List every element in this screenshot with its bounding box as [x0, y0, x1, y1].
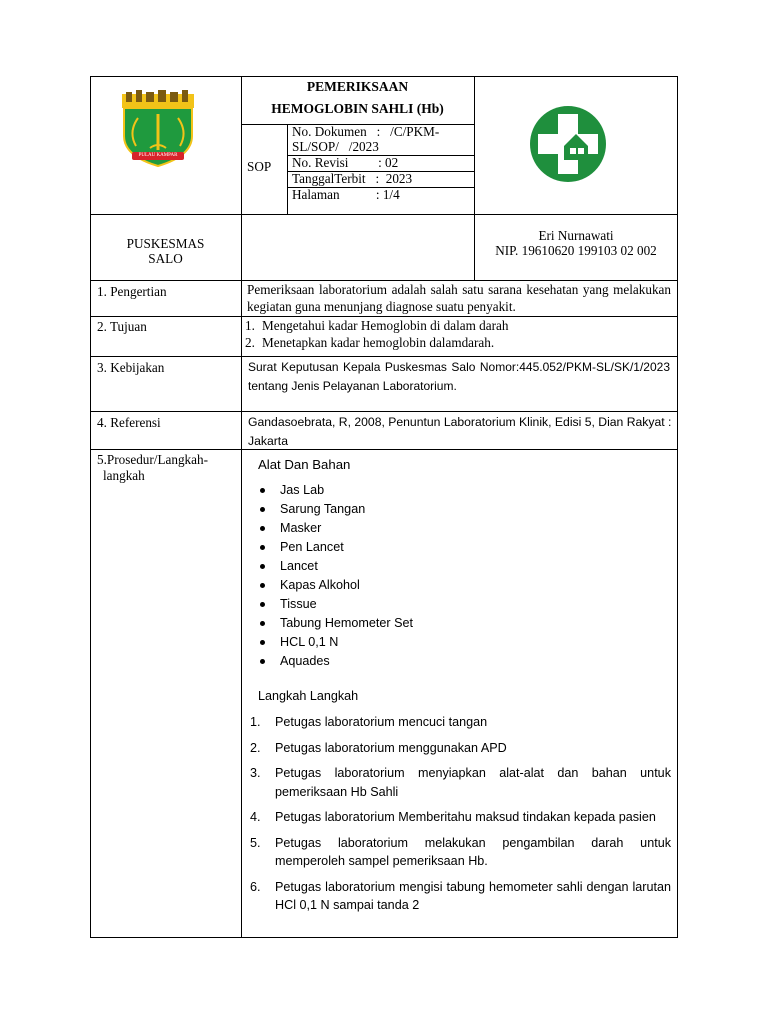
list-item: HCL 0,1 N: [255, 633, 655, 652]
list-item: 3. Petugas laboratorium menyiapkan alat-alat dan bahan untuk pemeriksaan Hb Sahli: [250, 766, 671, 799]
list-item: Lancet: [255, 557, 655, 576]
list-item: Kapas Alkohol: [255, 576, 655, 595]
bullet-icon: [260, 640, 265, 645]
revision-field: No. Revisi : 02: [292, 155, 399, 170]
document-title-line2: HEMOGLOBIN SAHLI (Hb): [271, 101, 444, 116]
list-item: Tissue: [255, 595, 655, 614]
divider: [241, 76, 242, 938]
doc-number-field-cont: SL/SOP/ /2023: [292, 139, 379, 154]
section-label-kebijakan: 3. Kebijakan: [97, 360, 165, 375]
section-text-pengertian: Pemeriksaan laboratorium adalah salah satu sarana kesehatan yang melakukan kegiatan guna menunjang diagnose suatu penyakit.: [247, 282, 671, 314]
tujuan-item: 2. Menetapkan kadar hemoglobin dalamdarah.: [245, 335, 495, 350]
doc-number-field: No. Dokumen : /C/PKM-: [292, 124, 440, 139]
divider: [287, 124, 288, 214]
section-label-prosedur: [97, 452, 208, 483]
list-item: Masker: [255, 519, 655, 538]
steps-heading: Langkah Langkah: [258, 689, 359, 703]
section-label-pengertian: 1. Pengertian: [97, 284, 167, 299]
list-item: 1. Petugas laboratorium mencuci tangan: [250, 715, 488, 729]
divider: [90, 411, 678, 412]
page-field: Halaman : 1/4: [292, 187, 400, 202]
document-title-line1: PEMERIKSAAN: [306, 79, 409, 94]
tools-heading: Alat Dan Bahan: [258, 457, 351, 472]
signer-nip: NIP. 19610620 199103 02 002: [495, 243, 657, 258]
organization-name: [90, 236, 241, 266]
tujuan-item: 1. Mengetahui kadar Hemoglobin di dalam darah: [245, 318, 509, 333]
section-label-tujuan: 2. Tujuan: [97, 319, 147, 334]
puskesmas-logo: [528, 104, 608, 184]
district-logo-banner: PULAU KAMPAR: [138, 153, 178, 158]
list-item: 4. Petugas laboratorium Memberitahu maksud tindakan kepada pasien: [250, 810, 656, 824]
section-label-prosedur-line2: langkah: [103, 467, 145, 483]
bullet-icon: [260, 583, 265, 588]
divider: [90, 356, 678, 357]
steps-list: [250, 713, 671, 915]
sop-label: SOP: [247, 159, 272, 174]
bullet-icon: [260, 507, 265, 512]
list-item: Pen Lancet: [255, 538, 655, 557]
bullet-icon: [260, 545, 265, 550]
list-item: 2. Petugas laboratorium menggunakan APD: [250, 740, 507, 755]
organization-name-line2: SALO: [148, 251, 183, 266]
divider: [90, 214, 678, 215]
list-item: 5. Petugas laboratorium melakukan pengambilan darah untuk memperoleh sampel pemeriksaan Hb.: [250, 835, 671, 868]
bullet-icon: [260, 621, 265, 626]
list-item: 6. Petugas laboratorium mengisi tabung hemometer sahli dengan larutan HCl 0,1 N sampai tanda 2: [250, 879, 671, 912]
bullet-icon: [260, 659, 265, 664]
issue-date-field: TanggalTerbit : 2023: [292, 171, 413, 186]
bullet-icon: [260, 602, 265, 607]
tools-list: [255, 481, 655, 671]
section-label-prosedur-line1: 5.Prosedur/Langkah-: [97, 452, 208, 467]
divider: [90, 280, 678, 281]
bullet-icon: [260, 564, 265, 569]
signer-name: Eri Nurnawati: [538, 228, 614, 243]
list-item: Jas Lab: [255, 481, 655, 500]
divider: [474, 76, 475, 214]
list-item: Aquades: [255, 652, 655, 671]
bullet-icon: [260, 526, 265, 531]
section-label-referensi: 4. Referensi: [97, 415, 161, 430]
section-text-kebijakan: Surat Keputusan Kepala Puskesmas Salo Nomor:445.052/PKM-SL/SK/1/2023 tentang Jenis Pelayanan Laboratorium.: [248, 360, 670, 393]
list-item: Tabung Hemometer Set: [255, 614, 655, 633]
section-text-referensi: Gandasoebrata, R, 2008, Penuntun Laboratorium Klinik, Edisi 5, Dian Rakyat : Jakarta: [248, 415, 672, 448]
bullet-icon: [260, 488, 265, 493]
list-item: Sarung Tangan: [255, 500, 655, 519]
signer-block: [474, 228, 678, 258]
organization-name-line1: PUSKESMAS: [126, 236, 205, 251]
